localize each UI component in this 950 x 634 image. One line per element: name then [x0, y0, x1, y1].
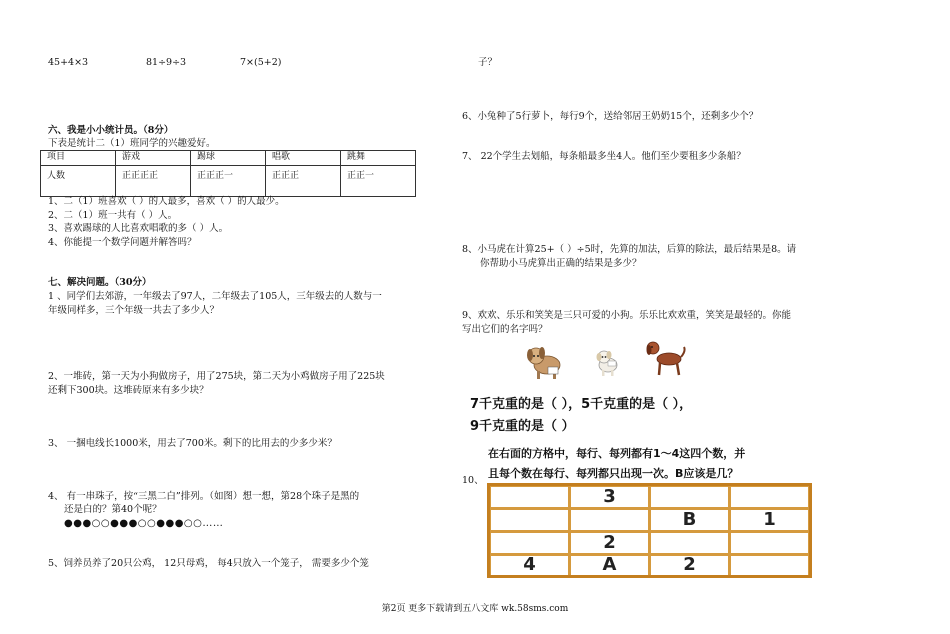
weight-line-2: 9千克重的是（ ） — [470, 419, 575, 434]
table-cell: 人数 — [41, 166, 116, 197]
calc-3: 7×(5+2) — [240, 57, 282, 68]
table-cell: 正正正正 — [116, 166, 191, 197]
grid-cell — [731, 487, 808, 507]
hobby-table — [40, 150, 416, 197]
grid-cell — [651, 487, 728, 507]
grid-cell — [491, 487, 568, 507]
problem-8-line-1: 8、小马虎在计算25+（ ）÷5时，先算的加法，后算的除法，最后结果是8。请 — [462, 244, 797, 255]
problem-2-line-1: 2、一堆砖，第一天为小狗做房子，用了275块，第二天为小鸡做房子用了225块 — [48, 371, 385, 382]
problem-4-line-2: 还是白的？第40个呢？ — [64, 504, 162, 515]
section-6-title: 六、我是小小统计员。（8分） — [48, 125, 174, 136]
calc-1: 45+4×3 — [48, 57, 89, 68]
puzzle-text-line-2: 且每个数在每行、每列都只出现一次。B应该是几？ — [488, 467, 739, 480]
dog-illustration-2 — [592, 347, 622, 377]
grid-cell — [571, 510, 648, 530]
grid-cell — [491, 510, 568, 530]
stat-question-4: 4、你能提一个数学问题并解答吗？ — [48, 237, 197, 248]
stat-question-1: 1、二（1）班喜欢（ ）的人最多，喜欢（ ）的人最少。 — [48, 196, 285, 207]
dog-illustration-1 — [523, 343, 565, 381]
table-cell: 正正正 — [266, 166, 341, 197]
problem-3: 3、 一捆电线长1000米，用去了700米。剩下的比用去的少多少米？ — [48, 438, 337, 449]
table-cell: 踢球 — [191, 151, 266, 166]
problem-1-line-1: 1 、同学们去郊游，一年级去了97人，二年级去了105人，三年级去的人数与一 — [48, 291, 382, 302]
grid-cell — [731, 556, 808, 575]
table-cell: 正正正一 — [191, 166, 266, 197]
stat-question-2: 2、二（1）班一共有（ ）人。 — [48, 210, 178, 221]
problem-6: 6、小兔种了5行萝卜，每行9个，送给邻居王奶奶15个，还剩多少个？ — [462, 111, 759, 122]
grid-cell — [651, 533, 728, 553]
problem-7: 7、 22个学生去划船，每条船最多坐4人。他们至少要租多少条船？ — [462, 151, 746, 162]
puzzle-grid — [487, 483, 812, 578]
table-cell: 游戏 — [116, 151, 191, 166]
stat-question-3: 3、喜欢踢球的人比喜欢唱歌的多（ ）人。 — [48, 223, 229, 234]
table-header-row — [41, 151, 416, 166]
grid-cell: B — [651, 510, 728, 530]
problem-9-line-2: 写出它们的名字吗？ — [462, 324, 548, 335]
weight-line-1: 7千克重的是（ ），5千克重的是（ ）， — [470, 397, 693, 412]
problem-8-line-2: 你帮助小马虎算出正确的结果是多少？ — [480, 258, 642, 269]
problem-5-continued: 子？ — [478, 57, 498, 68]
grid-cell — [491, 533, 568, 553]
grid-cell: 2 — [571, 533, 648, 553]
problem-4-line-1: 4、 有一串珠子，按“三黑二白”排列。（如图）想一想，第28个珠子是黑的 — [48, 491, 360, 502]
section-7-title: 七、解决问题。（30分） — [48, 277, 152, 288]
problem-10-number: 10、 — [462, 475, 484, 486]
problem-2-line-2: 还剩下300块。这堆砖原来有多少块？ — [48, 385, 209, 396]
table-cell: 唱歌 — [266, 151, 341, 166]
table-cell: 正正一 — [341, 166, 416, 197]
table-cell: 跳舞 — [341, 151, 416, 166]
grid-cell: 3 — [571, 487, 648, 507]
grid-cell: 2 — [651, 556, 728, 575]
bead-sequence: ●●●○○●●●○○●●●○○…… — [64, 518, 224, 529]
grid-cell — [731, 533, 808, 553]
table-cell: 项目 — [41, 151, 116, 166]
table-row — [41, 166, 416, 197]
puzzle-text-line-1: 在右面的方格中，每行、每列都有1～4这四个数，并 — [488, 447, 746, 460]
dog-illustration-3 — [643, 339, 687, 377]
problem-1-line-2: 年级同样多，三个年级一共去了多少人？ — [48, 305, 220, 316]
grid-cell: A — [571, 556, 648, 575]
grid-cell: 1 — [731, 510, 808, 530]
page-footer: 第2页 更多下载请到五八文库 wk.58sms.com — [381, 604, 569, 614]
calc-2: 81÷9÷3 — [146, 57, 187, 68]
grid-cell: 4 — [491, 556, 568, 575]
problem-5: 5、饲养员养了20只公鸡， 12只母鸡， 每4只放入一个笼子， 需要多少个笼 — [48, 558, 369, 569]
problem-9-line-1: 9、欢欢、乐乐和笑笑是三只可爱的小狗。乐乐比欢欢重，笑笑是最轻的。你能 — [462, 310, 792, 321]
section-6-intro: 下表是统计二（1）班同学的兴趣爱好。 — [48, 138, 216, 149]
